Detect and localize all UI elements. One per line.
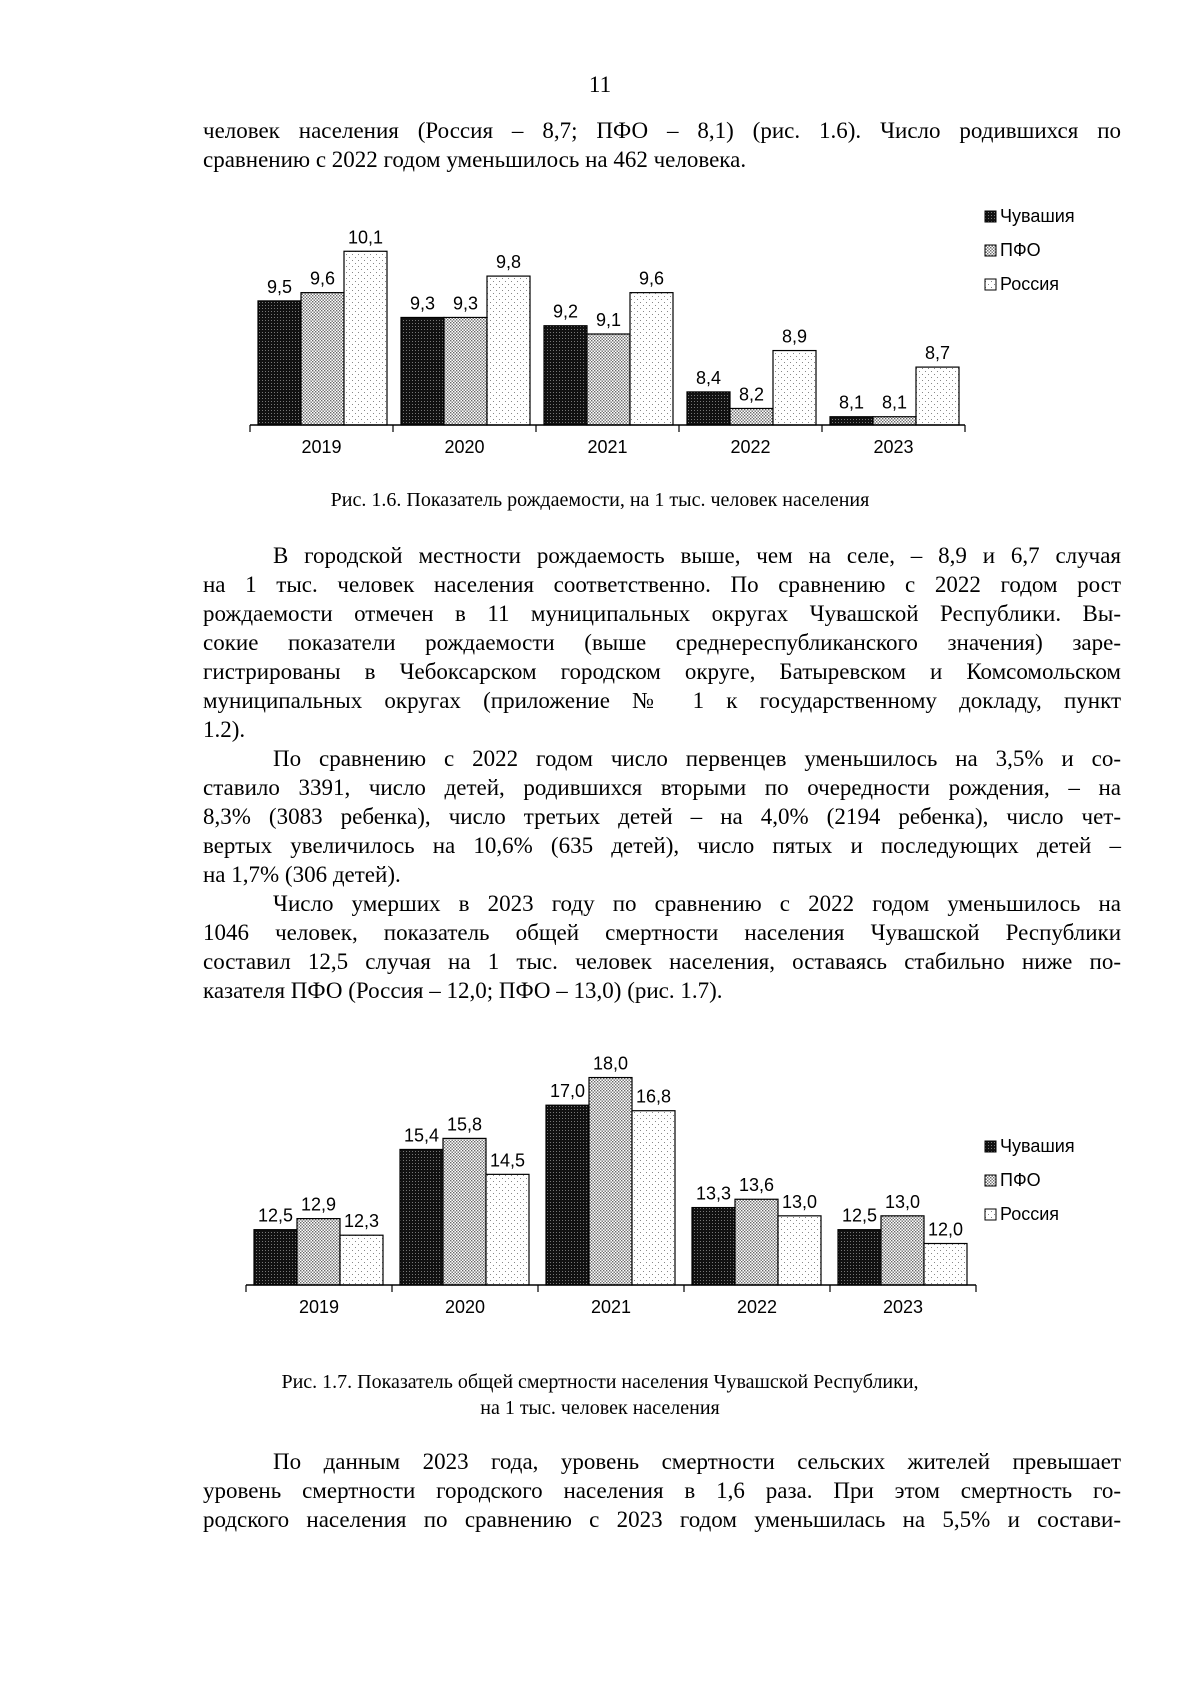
x-tick-label-2022: 2022 (736, 1297, 778, 1315)
bar-pfo-2019 (301, 293, 344, 425)
legend-label-chuvashia: Чувашия (1000, 1136, 1075, 1156)
data-label-russia-2021: 16,8 (635, 1086, 672, 1107)
data-label-russia-2019: 10,1 (347, 227, 384, 248)
data-label-russia-2020: 14,5 (489, 1150, 526, 1171)
legend-swatch-chuvashia (985, 1141, 996, 1152)
figure-caption-1-7-line-2: на 1 тыс. человек населения (480, 1397, 720, 1419)
birth-rate-chart (0, 190, 1200, 460)
data-label-chuvashia-2020: 9,3 (409, 293, 436, 314)
text-line: гистрированы в Чебоксарском городском округе, Батыревском и Комсомольском (203, 659, 1121, 684)
data-label-pfo-2021: 18,0 (592, 1053, 629, 1074)
text-line: человек населения (Россия – 8,7; ПФО – 8,1) (рис. 1.6). Число родившихся по (203, 118, 1121, 143)
legend-label-russia: Россия (1000, 1204, 1060, 1224)
bar-russia-2023 (916, 367, 959, 425)
data-label-russia-2023: 12,0 (927, 1219, 964, 1240)
bar-pfo-2021 (587, 334, 630, 425)
data-label-pfo-2020: 15,8 (446, 1114, 483, 1135)
data-label-chuvashia-2019: 9,5 (266, 276, 293, 297)
text-line: составил 12,5 случая на 1 тыс. человек населения, оставаясь стабильно ниже по- (203, 949, 1121, 974)
paragraph-1 (203, 116, 1121, 174)
text-line: вертых увеличилось на 10,6% (635 детей), число пятых и последующих детей – (203, 833, 1121, 858)
bar-russia-2022 (778, 1216, 821, 1285)
data-label-chuvashia-2023: 12,5 (841, 1205, 878, 1226)
text-line: муниципальных округах (приложение № 1 к государственному докладу, пункт (203, 688, 1121, 713)
text-line: уровень смертности городского населения в 1,6 раза. При этом смертность го- (203, 1478, 1121, 1503)
x-tick-label-2020: 2020 (444, 1297, 486, 1315)
text-line: казателя ПФО (Россия – 12,0; ПФО – 13,0) (рис. 1.7). (203, 978, 723, 1003)
data-label-chuvashia-2023: 8,1 (838, 392, 865, 413)
x-tick-label-2023: 2023 (873, 437, 914, 457)
x-tick-label-2021: 2021 (590, 1297, 632, 1315)
x-tick-label-2020: 2020 (444, 437, 485, 457)
text-line: родского населения по сравнению с 2023 годом уменьшилась на 5,5% и состави- (203, 1507, 1121, 1532)
bar-pfo-2020 (444, 317, 487, 425)
bar-chuvashia-2019 (258, 301, 301, 425)
paragraph-2 (203, 541, 1121, 744)
bar-russia-2021 (630, 293, 673, 425)
bar-pfo-2022 (735, 1199, 778, 1285)
text-line: 1046 человек, показатель общей смертности населения Чувашской Республики (203, 920, 1121, 945)
legend-swatch-russia (985, 279, 996, 290)
data-label-pfo-2021: 9,1 (595, 310, 622, 330)
legend-swatch-russia (985, 1209, 996, 1220)
legend-label-pfo: ПФО (1000, 1170, 1041, 1190)
bar-russia-2019 (344, 251, 387, 425)
bar-chuvashia-2023 (830, 417, 873, 425)
page-number: 11 (588, 72, 612, 97)
bar-russia-2019 (340, 1235, 383, 1285)
data-label-chuvashia-2021: 17,0 (549, 1081, 586, 1102)
legend-label-chuvashia: Чувашия (1000, 206, 1075, 226)
bar-chuvashia-2021 (546, 1105, 589, 1285)
data-label-chuvashia-2022: 13,3 (695, 1183, 732, 1204)
x-tick-label-2019: 2019 (298, 1297, 340, 1315)
text-line: В городской местности рождаемость выше, чем на селе, – 8,9 и 6,7 случая (273, 543, 1121, 568)
data-label-pfo-2020: 9,3 (452, 293, 479, 314)
paragraph-5 (203, 1447, 1121, 1534)
data-label-russia-2022: 8,9 (781, 326, 808, 347)
bar-pfo-2020 (443, 1138, 486, 1285)
x-tick-label-2019: 2019 (301, 437, 342, 457)
data-label-russia-2020: 9,8 (495, 252, 522, 273)
text-line: сравнению с 2022 годом уменьшилось на 462 человека. (203, 147, 747, 172)
bar-chuvashia-2019 (254, 1230, 297, 1285)
bar-chuvashia-2022 (687, 392, 730, 425)
paragraph-4 (203, 889, 1121, 1005)
text-line: сокие показатели рождаемости (выше среднереспубликанского значения) заре- (203, 630, 1121, 655)
data-label-chuvashia-2019: 12,5 (257, 1205, 294, 1226)
bar-pfo-2021 (589, 1078, 632, 1285)
legend-swatch-pfo (985, 1175, 996, 1186)
data-label-chuvashia-2020: 15,4 (403, 1125, 440, 1146)
data-label-chuvashia-2022: 8,4 (695, 367, 722, 388)
figure-caption-1-7-line-1: Рис. 1.7. Показатель общей смертности населения Чувашской Республики, (281, 1371, 919, 1393)
text-line: на 1,7% (306 детей). (203, 862, 401, 887)
text-line: ставило 3391, число детей, родившихся вторыми по очередности рождения, – на (203, 775, 1121, 800)
bar-pfo-2023 (873, 417, 916, 425)
x-tick-label-2023: 2023 (882, 1297, 924, 1315)
text-line: рождаемости отмечен в 11 муниципальных округах Чувашской Республики. Вы- (203, 601, 1121, 626)
data-label-russia-2021: 9,6 (638, 268, 665, 289)
legend-label-pfo: ПФО (1000, 240, 1041, 260)
bar-russia-2022 (773, 351, 816, 425)
bar-chuvashia-2023 (838, 1230, 881, 1285)
legend-swatch-chuvashia (985, 211, 996, 222)
bar-russia-2020 (486, 1174, 529, 1285)
data-label-russia-2022: 13,0 (781, 1191, 818, 1212)
bar-russia-2020 (487, 276, 530, 425)
bar-pfo-2022 (730, 408, 773, 425)
legend-label-russia: Россия (1000, 274, 1060, 294)
bar-chuvashia-2020 (401, 317, 444, 425)
data-label-chuvashia-2021: 9,2 (552, 301, 579, 322)
text-line: на 1 тыс. человек населения соответственно. По сравнению с 2022 годом рост (203, 572, 1121, 597)
bar-chuvashia-2022 (692, 1208, 735, 1285)
x-tick-label-2021: 2021 (587, 437, 628, 457)
data-label-pfo-2019: 9,6 (309, 268, 336, 289)
data-label-pfo-2023: 13,0 (884, 1191, 921, 1212)
bar-pfo-2019 (297, 1219, 340, 1285)
text-line: По сравнению с 2022 годом число первенцев уменьшилось на 3,5% и со- (273, 746, 1121, 771)
x-tick-label-2022: 2022 (730, 437, 771, 457)
data-label-russia-2019: 12,3 (343, 1211, 380, 1232)
bar-russia-2023 (924, 1244, 967, 1285)
legend-swatch-pfo (985, 245, 996, 256)
bar-russia-2021 (632, 1111, 675, 1285)
paragraph-3 (203, 744, 1121, 889)
mortality-rate-chart (0, 1030, 1200, 1315)
text-line: По данным 2023 года, уровень смертности сельских жителей превышает (273, 1449, 1121, 1474)
bar-chuvashia-2021 (544, 326, 587, 425)
data-label-pfo-2022: 13,6 (738, 1175, 775, 1196)
bar-pfo-2023 (881, 1216, 924, 1285)
data-label-pfo-2022: 8,2 (738, 384, 765, 405)
text-line: 8,3% (3083 ребенка), число третьих детей – на 4,0% (2194 ребенка), число чет- (203, 804, 1121, 829)
data-label-russia-2023: 8,7 (924, 343, 951, 364)
text-line: 1.2). (203, 717, 246, 742)
data-label-pfo-2023: 8,1 (881, 392, 908, 413)
text-line: Число умерших в 2023 году по сравнению с 2022 годом уменьшилось на (273, 891, 1121, 916)
bar-chuvashia-2020 (400, 1149, 443, 1285)
figure-caption-1-6: Рис. 1.6. Показатель рождаемости, на 1 тыс. человек населения (330, 489, 870, 511)
data-label-pfo-2019: 12,9 (300, 1194, 337, 1215)
